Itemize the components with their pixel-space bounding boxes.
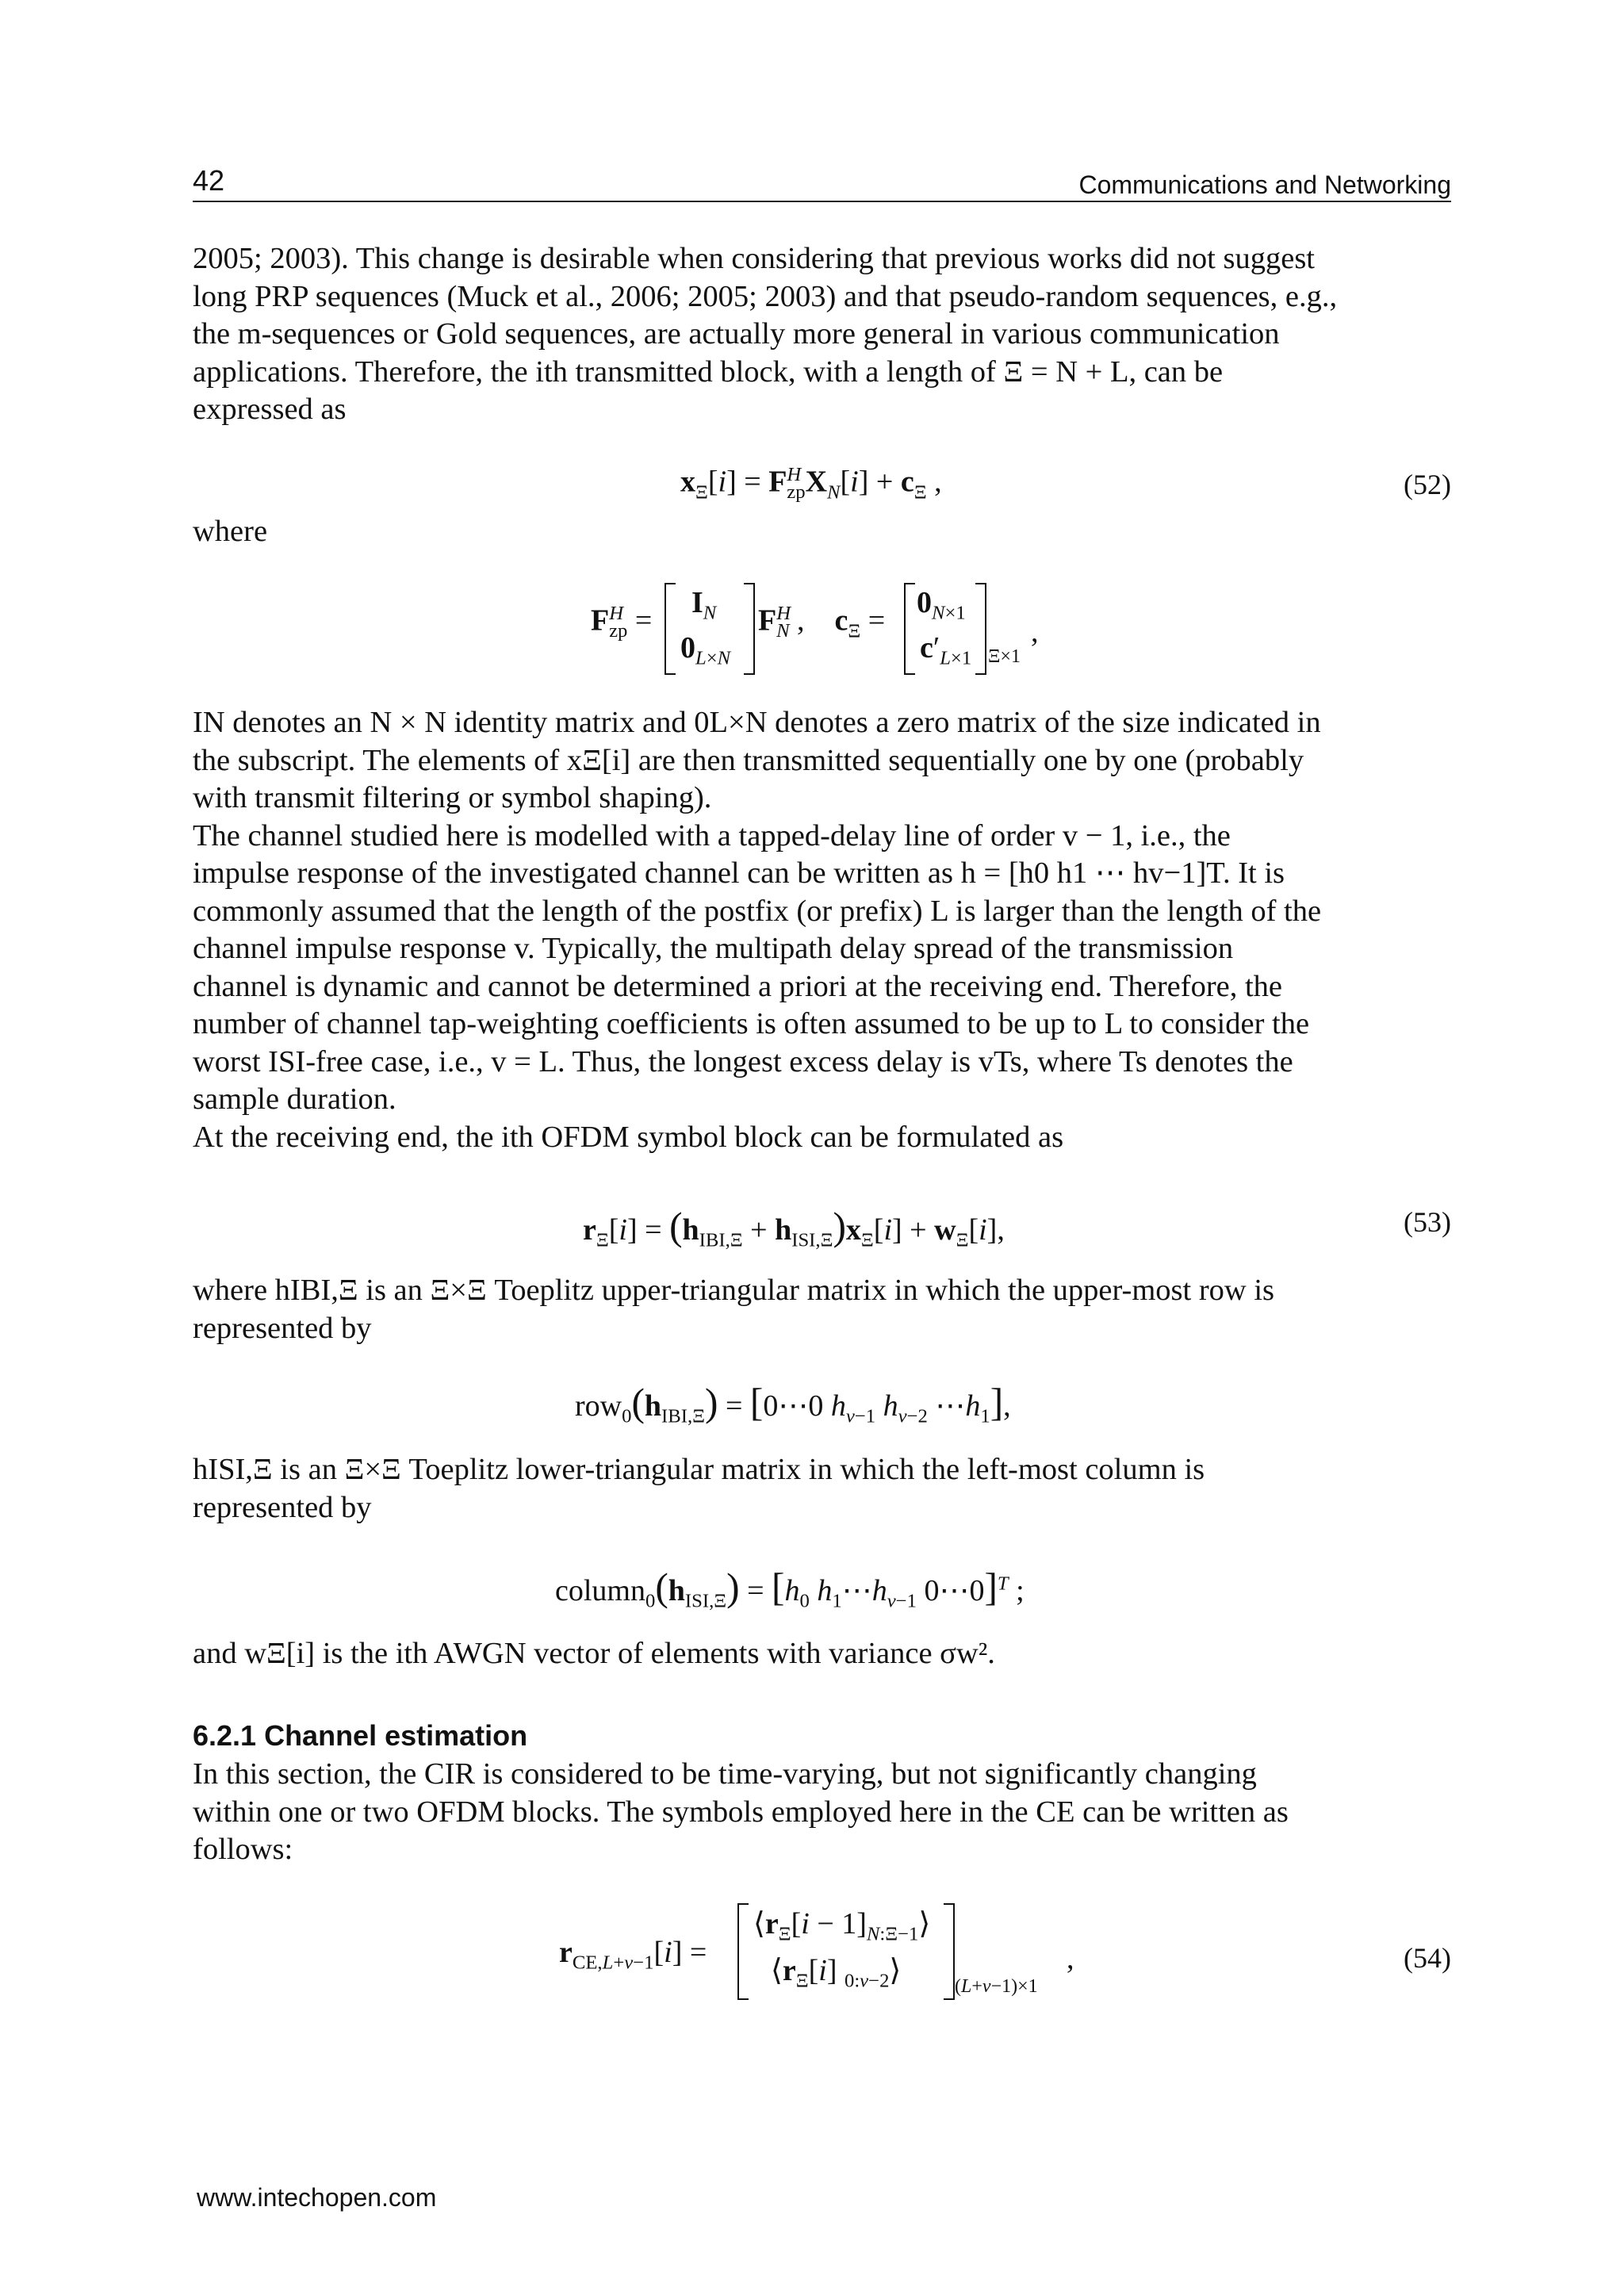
equation-54: $r_{CE,L+v-1}[i]$ = [559, 1936, 707, 1974]
text-line: the subscript. The elements of xΞ[i] are then transmitted sequentially one by one (probably [193, 743, 1304, 777]
punctuation: , [1067, 1942, 1074, 1975]
text-line: commonly assumed that the length of the postfix (or prefix) L is larger than the length of the [193, 894, 1322, 928]
where-label [193, 513, 1451, 551]
text-line: At the receiving end, the ith OFDM symbol block can be formulated as [193, 1120, 1064, 1154]
text-line: and wΞ[i] is the ith AWGN vector of elements with variance σw². [193, 1637, 995, 1670]
matrix-entry: $⟨r_\Xi[i]$ $_{0:v-2}$⟩ [771, 1954, 902, 1992]
right-bracket [744, 583, 755, 675]
equation-row0: $row_0(h_{IBI,\Xi})$ = [0⋯0 $h_{v-1}$ $h_{v-2}$ $\cdots h_1$], [575, 1381, 1011, 1427]
text-line: where [193, 515, 268, 548]
paragraph-channel [193, 704, 1451, 1156]
text-line: impulse response of the investigated channel can be written as h = [h0 h1 ⋯ hv−1]T. It is [193, 856, 1285, 890]
matrix-entry: $0_{L\times N}$ [680, 631, 731, 669]
punctuation: , [1031, 615, 1039, 649]
text-line: applications. Therefore, the ith transmitted block, with a length of Ξ = N + L, can be [193, 354, 1224, 389]
page-header [193, 163, 1451, 202]
matrix-subscript: Ξ×1 [988, 646, 1021, 667]
paragraph-intro [193, 240, 1451, 429]
matrix-factor: $F^H_N$ , $c_\Xi$ = [758, 603, 886, 642]
text-line: The channel studied here is modelled with a tapped-delay line of order v − 1, i.e., the [193, 818, 1231, 852]
page-number: 42 [193, 164, 225, 197]
text-line: channel impulse response v. Typically, the multipath delay spread of the transmission [193, 932, 1234, 965]
text-line: where hIBI,Ξ is an Ξ×Ξ Toeplitz upper-triangular matrix in which the upper-most row is [193, 1274, 1275, 1307]
left-bracket [904, 583, 915, 675]
text-line: represented by [193, 1311, 372, 1345]
text-line: 2005; 2003). This change is desirable when considering that previous works did not suggest [193, 242, 1316, 275]
text-line: expressed as [193, 393, 347, 426]
running-title: Communications and Networking [1078, 170, 1451, 199]
equation-fzp: $F^H_{zp}$ = [591, 603, 653, 642]
text-line: represented by [193, 1490, 372, 1524]
paragraph-awgn [193, 1635, 1451, 1673]
paragraph-isi [193, 1451, 1451, 1527]
equation-number: (53) [1404, 1206, 1451, 1238]
text-line: number of channel tap-weighting coefficients is often assumed to be up to L to consider the [193, 1007, 1310, 1040]
paragraph-ibi [193, 1272, 1451, 1347]
equation-53: $r_\Xi[i] = (h_{IBI,\Xi} + h_{ISI,\Xi})x_\Xi[i] + w_\Xi[i]$, [583, 1205, 1005, 1251]
text-line: long PRP sequences (Muck et al., 2006; 2005; 2003) and that pseudo-random sequences, e.g., [193, 279, 1338, 313]
matrix-subscript: (L+v−1)×1 [955, 1976, 1038, 1997]
matrix-entry: $0_{N\times 1}$ [917, 586, 966, 624]
equation-52: $x_\Xi[i] = F^H_{zp}X_N[i] + c_\Xi$ , [680, 464, 942, 504]
text-line: the m-sequences or Gold sequences, are actually more general in various communication [193, 317, 1280, 351]
text-line: IN denotes an N × N identity matrix and 0L×N denotes a zero matrix of the size indicated in [193, 706, 1321, 739]
section-heading: 6.2.1 Channel estimation [193, 1719, 528, 1752]
text-line: within one or two OFDM blocks. The symbols employed here in the CE can be written as [193, 1795, 1289, 1829]
right-bracket [944, 1903, 955, 2000]
footer-url: www.intechopen.com [197, 2183, 437, 2212]
equation-number: (54) [1404, 1942, 1451, 1974]
matrix-entry: $⟨r_\Xi[i$ − $1]_{N:\Xi-1}⟩$ [753, 1907, 931, 1945]
paragraph-estimation [193, 1756, 1451, 1869]
matrix-entry: $c'_{L\times 1}$ [920, 631, 972, 669]
text-line: follows: [193, 1833, 293, 1866]
text-line: with transmit filtering or symbol shaping). [193, 781, 712, 814]
text-line: worst ISI-free case, i.e., v = L. Thus, the longest excess delay is vTs, where Ts denotes the [193, 1044, 1293, 1078]
text-line: hISI,Ξ is an Ξ×Ξ Toeplitz lower-triangular matrix in which the left-most column is [193, 1453, 1205, 1486]
equation-number: (52) [1404, 469, 1451, 500]
text-line: channel is dynamic and cannot be determined a priori at the receiving end. Therefore, the [193, 969, 1283, 1003]
left-bracket [737, 1903, 749, 2000]
text-line: In this section, the CIR is considered to be time-varying, but not significantly changing [193, 1757, 1257, 1791]
left-bracket [665, 583, 676, 675]
text-line: sample duration. [193, 1082, 396, 1116]
equation-column0: $column_0(h_{ISI,\Xi}) = [h_0$ $h_1\cdots h_{v-1}$ 0⋯0]$^T$ ; [555, 1565, 1025, 1612]
matrix-entry: $I_N$ [691, 586, 717, 624]
right-bracket [975, 583, 986, 675]
